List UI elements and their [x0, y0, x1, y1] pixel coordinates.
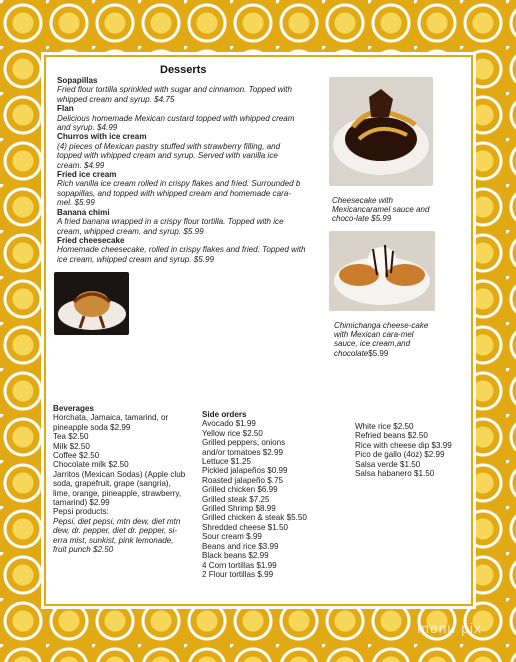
side-line: Roasted jalapeño $.75	[202, 475, 284, 485]
side-line: Sour cream $.99	[202, 532, 262, 542]
chimichanga-caption	[334, 321, 434, 358]
dessert-description: mel. $5.99	[57, 198, 95, 208]
dessert-name: Churros with ice cream	[57, 132, 147, 142]
side-line: Grilled steak $7.25	[202, 494, 270, 504]
dessert-list	[57, 76, 322, 264]
caption-price: $5.99	[368, 348, 389, 358]
beverage-line: Jarritos (Mexican Sodas) (Apple club	[53, 469, 186, 479]
menupix-watermark: menu pix	[417, 620, 482, 636]
dessert-description: cream. $4.99	[57, 160, 105, 170]
dessert-name: Banana chimi	[57, 207, 110, 217]
side-line: Avocado $1.99	[202, 419, 256, 429]
side-line: Beans and rice $3.99	[202, 541, 279, 551]
side-line: Salsa verde $1.50	[355, 459, 421, 469]
caption-line: late $5.99	[356, 214, 392, 224]
caption-line: caramel sauce and choco-	[332, 205, 430, 224]
side-line: and/or tomatoes $2.99	[202, 447, 283, 457]
side-line: Pico de gallo (4oz) $2.99	[355, 450, 445, 460]
dessert-description: Delicious homemade Mexican custard topped with whipped cream	[57, 113, 295, 123]
dessert-name: Fried ice cream	[57, 170, 117, 180]
pepsi-line: dew, dr. pepper, diet dr. pepper, si-	[53, 526, 178, 536]
beverage-line: Milk $2.50	[53, 441, 90, 451]
side-line: Grilled Shrimp $8.99	[202, 504, 276, 514]
side-line: Lettuce $1.25	[202, 457, 252, 467]
side-line: Yellow rice $2.50	[202, 428, 263, 438]
caption-line: Cheesecake with Mexican	[332, 196, 393, 215]
fried-ice-cream-photo	[54, 272, 129, 335]
dessert-description: and syrup. $4.99	[57, 123, 118, 133]
dessert-description: (4) pieces of Mexican pastry stuffed with strawberry filling, and	[57, 141, 281, 151]
beverage-line: lime, orange, pineapple, strawberry,	[53, 488, 182, 498]
pepsi-line: Pepsi, diet pepsi, mtn dew, diet mtn	[53, 516, 181, 526]
side-line: Salsa habanero $1.50	[355, 469, 435, 479]
side-orders-section	[202, 410, 352, 579]
beverage-line: Chocolate milk $2.50	[53, 460, 129, 470]
pepsi-line: erra mist, sunkist, pink lemonade,	[53, 535, 174, 545]
beverages-section	[53, 404, 197, 555]
beverage-line: pineapple soda $2.99	[53, 422, 131, 432]
side-line: Shredded cheese $1.50	[202, 522, 288, 532]
caption-line: Chimichanga cheese-	[334, 321, 412, 330]
beverages-title: Beverages	[53, 404, 94, 413]
cheesecake-photo	[329, 77, 433, 186]
caption-line: and chocolate	[334, 339, 411, 358]
desserts-title: Desserts	[160, 64, 207, 76]
chimichanga-photo	[329, 231, 435, 311]
dessert-description: A fried banana wrapped in a crispy flour tortilla. Topped with ice	[57, 217, 284, 227]
side-line: Pickled jalapeños $0.99	[202, 466, 288, 476]
dessert-description: cream, whipped cream, and syrup. $5.99	[57, 226, 204, 236]
caption-line: cake with Mexican cara-	[334, 321, 429, 340]
side-line: Refried beans $2.50	[355, 431, 428, 441]
beverage-line: Horchata, Jamaica, tamarind, or	[53, 413, 169, 423]
dessert-name: Fried cheesecake	[57, 235, 125, 245]
side-line: Grilled peppers, onions	[202, 438, 286, 448]
dessert-description: sopapillas, and topped with whipped cream and homemade cara-	[57, 188, 291, 198]
dessert-description: ice cream, whipped cream and syrup. $5.99	[57, 254, 215, 264]
side-orders-right-column	[355, 422, 465, 478]
side-line: Grilled chicken $6.99	[202, 485, 278, 495]
side-line: Black beans $2.99	[202, 551, 269, 561]
dessert-description: topped with whipped cream and syrup. Served with vanilla ice	[57, 151, 278, 161]
dessert-name: Flan	[57, 104, 74, 114]
beverage-line: tamarind) $2.99	[53, 498, 110, 508]
side-orders-title: Side orders	[202, 410, 247, 419]
dessert-description: Homemade cheesecake, rolled in crispy flakes and fried. Topped with	[57, 245, 306, 255]
side-line: White rice $2.50	[355, 422, 414, 431]
side-line: 2 Flour tortillas $.99	[202, 569, 274, 579]
beverage-line: Coffee $2.50	[53, 451, 100, 461]
beverage-line: soda, grapefruit, grape (sangria),	[53, 479, 171, 489]
caption-line: mel sauce, ice cream,	[334, 330, 414, 349]
beverage-line: Tea $2.50	[53, 432, 89, 442]
side-line: Grilled chicken & steak $5.50	[202, 513, 307, 523]
pepsi-line: fruit punch $2.50	[53, 545, 114, 555]
side-line: Rice with cheese dip $3.99	[355, 440, 452, 450]
dessert-description: Fried flour tortilla sprinkled with sugar and cinnamon. Topped with	[57, 85, 292, 95]
beverage-line: Pepsi products:	[53, 507, 109, 517]
dessert-description: Rich vanilla ice cream rolled in crispy flakes and fried. Surrounded b	[57, 179, 301, 189]
cheesecake-caption	[332, 196, 442, 224]
dessert-description: whipped cream and syrup. $4.75	[57, 94, 175, 104]
side-line: 4 Corn tortillas $1.99	[202, 560, 277, 570]
dessert-name: Sopapillas	[57, 76, 98, 85]
